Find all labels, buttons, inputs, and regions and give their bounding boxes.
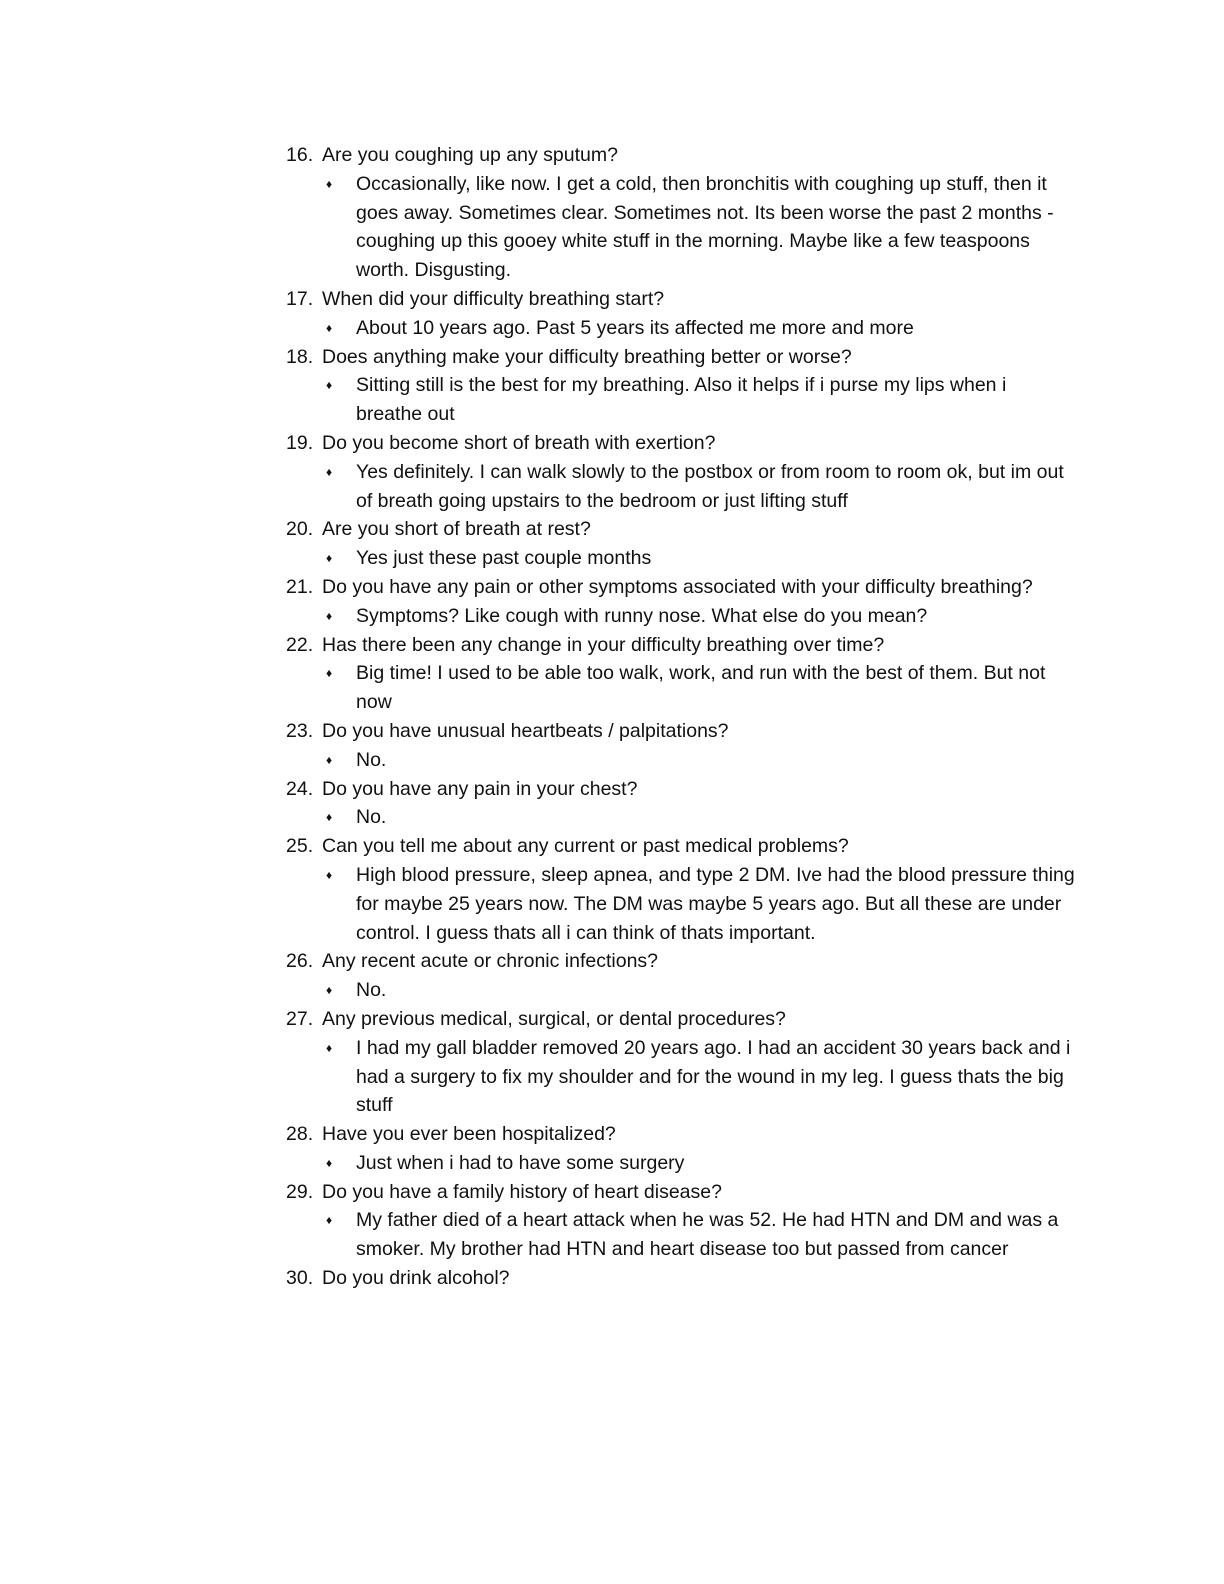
diamond-bullet-icon: ♦ (325, 378, 333, 393)
question (286, 947, 1076, 976)
question-text: Are you coughing up any sputum? (322, 144, 618, 166)
qa-item-27 (286, 1005, 1076, 1120)
question (286, 141, 1076, 170)
question-number: 28. (286, 1123, 314, 1146)
question-number: 24. (286, 777, 314, 800)
answer (286, 976, 1076, 1005)
question (286, 573, 1076, 602)
answer-text: Yes definitely. I can walk slowly to the postbox or from room to room ok, but im out of breath going upstairs to the bedroom or just lifting stuff (356, 460, 1064, 512)
diamond-bullet-icon: ♦ (325, 666, 333, 681)
qa-item-19 (286, 429, 1076, 515)
answer (286, 659, 1076, 717)
diamond-bullet-icon: ♦ (325, 320, 333, 335)
question-number: 23. (286, 719, 314, 742)
diamond-bullet-icon: ♦ (325, 608, 333, 623)
answer-text: No. (356, 748, 387, 771)
question (286, 1178, 1076, 1207)
answer-text: Sitting still is the best for my breathing. Also it helps if i purse my lips when i breathe out (356, 374, 1007, 426)
question-text: Can you tell me about any current or past medical problems? (322, 835, 849, 858)
answer (286, 1034, 1076, 1120)
answer-text: Big time! I used to be able too walk, work, and run with the best of them. But not now (356, 662, 1046, 714)
answer-text: I had my gall bladder removed 20 years ago. I had an accident 30 years back and i had a surgery to fix my shoulder and for the wound in my leg. I guess thats the big stuff (356, 1036, 1071, 1117)
qa-item-16 (286, 141, 1076, 285)
question-number: 17. (286, 287, 314, 310)
question-text: Do you become short of breath with exertion? (322, 431, 716, 454)
qa-item-30 (286, 1264, 1076, 1293)
qa-item-26 (286, 947, 1076, 1005)
answer-text: High blood pressure, sleep apnea, and type 2 DM. Ive had the blood pressure thing for maybe 25 years now. The DM was maybe 5 years ago. But all these are under control. I guess thats all i can think of thats important. (356, 863, 1075, 944)
diamond-bullet-icon: ♦ (325, 464, 333, 479)
answer-text: Symptoms? Like cough with runny nose. What else do you mean? (356, 604, 928, 627)
question (286, 775, 1076, 804)
qa-item-25 (286, 832, 1076, 947)
question (286, 285, 1076, 314)
question (286, 832, 1076, 861)
qa-item-24 (286, 775, 1076, 833)
diamond-bullet-icon: ♦ (325, 867, 333, 882)
answer (286, 861, 1076, 947)
qa-item-22 (286, 631, 1076, 717)
question (286, 515, 1076, 544)
question (286, 1005, 1076, 1034)
answer (286, 371, 1076, 429)
qa-item-23 (286, 717, 1076, 775)
question-text: Do you have any pain or other symptoms associated with your difficulty breathing? (322, 575, 1033, 598)
question-number: 19. (286, 431, 314, 454)
question-number: 26. (286, 950, 314, 973)
qa-item-17 (286, 285, 1076, 343)
question-text: Any recent acute or chronic infections? (322, 950, 659, 973)
document-page (286, 141, 1076, 1293)
question-number: 29. (286, 1180, 314, 1203)
answer-text: Occasionally, like now. I get a cold, then bronchitis with coughing up stuff, then it goes away. Sometimes clear. Sometimes not. Its been worse the past 2 months - coughing up this gooey white stuff in the morning. Maybe like a few teaspoons worth. Disgusting. (356, 172, 1054, 282)
diamond-bullet-icon: ♦ (325, 1213, 333, 1228)
diamond-bullet-icon: ♦ (325, 752, 333, 767)
question-number: 21. (286, 575, 314, 598)
qa-item-21 (286, 573, 1076, 631)
question (286, 1120, 1076, 1149)
question (286, 717, 1076, 746)
question-text: Has there been any change in your difficulty breathing over time? (322, 633, 885, 656)
answer (286, 1206, 1076, 1264)
diamond-bullet-icon: ♦ (325, 551, 333, 566)
diamond-bullet-icon: ♦ (325, 810, 333, 825)
qa-item-29 (286, 1178, 1076, 1264)
qa-item-18 (286, 343, 1076, 429)
question-text: Does anything make your difficulty breathing better or worse? (322, 345, 852, 368)
answer (286, 803, 1076, 832)
question-text: Are you short of breath at rest? (322, 518, 591, 541)
question-number: 25. (286, 835, 314, 858)
answer-text: Just when i had to have some surgery (356, 1151, 685, 1174)
answer-text: My father died of a heart attack when he was 52. He had HTN and DM and was a smoker. My brother had HTN and heart disease too but passed from cancer (356, 1209, 1059, 1261)
answer (286, 602, 1076, 631)
question-number: 16. (286, 144, 314, 166)
question-text: Do you drink alcohol? (322, 1267, 510, 1290)
diamond-bullet-icon: ♦ (325, 1040, 333, 1055)
answer (286, 544, 1076, 573)
question-text: Do you have a family history of heart disease? (322, 1180, 722, 1203)
question-text: Do you have any pain in your chest? (322, 777, 638, 800)
question (286, 1264, 1076, 1293)
question-number: 20. (286, 518, 314, 541)
question-text: Have you ever been hospitalized? (322, 1123, 616, 1146)
question-text: When did your difficulty breathing start? (322, 287, 665, 310)
answer-text: No. (356, 979, 387, 1002)
question (286, 631, 1076, 660)
question (286, 343, 1076, 372)
answer (286, 746, 1076, 775)
question-number: 30. (286, 1267, 314, 1290)
qa-item-28 (286, 1120, 1076, 1178)
question-text: Any previous medical, surgical, or dental procedures? (322, 1007, 786, 1030)
qa-item-20 (286, 515, 1076, 573)
question (286, 429, 1076, 458)
answer (286, 1149, 1076, 1178)
diamond-bullet-icon: ♦ (325, 983, 333, 998)
answer (286, 314, 1076, 343)
diamond-bullet-icon: ♦ (325, 1155, 333, 1170)
answer-text: No. (356, 806, 387, 829)
diamond-bullet-icon: ♦ (325, 176, 333, 191)
answer (286, 170, 1076, 285)
question-text: Do you have unusual heartbeats / palpitations? (322, 719, 729, 742)
question-number: 27. (286, 1007, 314, 1030)
question-number: 22. (286, 633, 314, 656)
answer (286, 458, 1076, 516)
answer-text: Yes just these past couple months (356, 547, 652, 570)
answer-text: About 10 years ago. Past 5 years its affected me more and more (356, 316, 914, 339)
question-number: 18. (286, 345, 314, 368)
